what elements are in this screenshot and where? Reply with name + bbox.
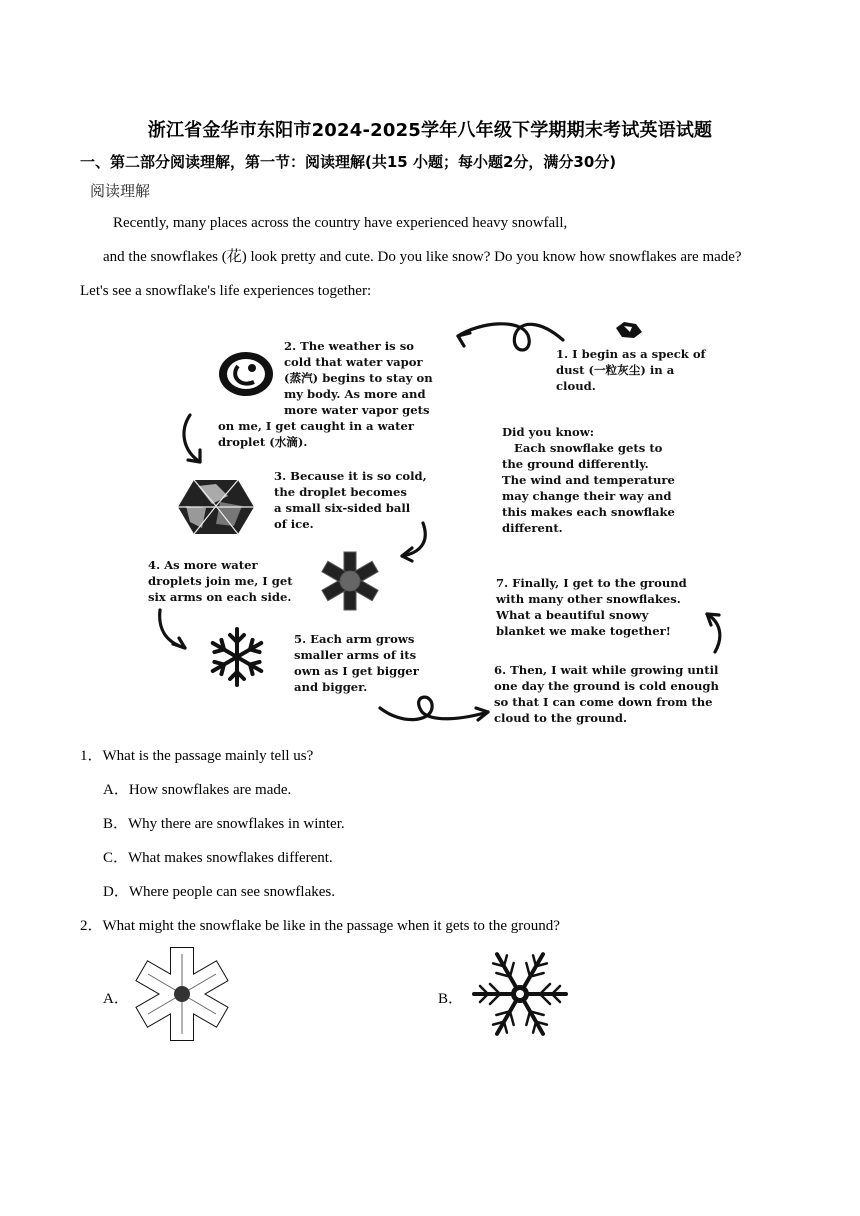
- ice-ball-icon: [176, 476, 256, 538]
- step-5-text: 5. Each arm grows smaller arms of its own as I get bigger and bigger.: [294, 632, 419, 694]
- question-2-number: 2．: [80, 918, 103, 934]
- dust-speck-icon: [612, 318, 646, 342]
- reading-subheading: 阅读理解: [90, 184, 151, 200]
- question-2: [80, 914, 560, 935]
- passage-line-1: Recently, many places across the country have experienced heavy snowfall,: [113, 215, 568, 231]
- q1-option-d[interactable]: D．Where people can see snowflakes.: [103, 884, 335, 900]
- six-armed-snowflake-icon: [318, 550, 382, 612]
- question-1-text: What is the passage mainly tell us?: [102, 748, 314, 764]
- branched-snowflake-icon: [204, 626, 270, 688]
- step-2-text: 2. The weather is so cold that water vapor (蒸汽) begins to stay on my body. As more and more water vapor gets: [284, 339, 433, 417]
- arrow-loop-bottom: [380, 697, 488, 720]
- q1-option-b[interactable]: B．Why there are snowflakes in winter.: [103, 816, 345, 832]
- step-6-text: 6. Then, I wait while growing until one day the ground is cold enough so that I can come down from the cloud to the ground.: [494, 663, 719, 725]
- arrow-loop-top: [458, 324, 563, 350]
- question-1: [80, 744, 313, 765]
- q2-option-a-label[interactable]: A．: [103, 991, 129, 1007]
- did-you-know-box: Did you know: Each snowflake gets to the ground differently. The wind and temperature may change their way and this makes each snowflake different.: [502, 425, 675, 535]
- q1-option-a[interactable]: A．How snowflakes are made.: [103, 782, 292, 798]
- snowflake-infographic: [140, 310, 740, 735]
- dendrite-snowflake-icon[interactable]: [470, 944, 570, 1044]
- document-title: 浙江省金华市东阳市2024-2025学年八年级下学期期末考试英语试题: [147, 120, 713, 141]
- step-2-text-continued: on me, I get caught in a water droplet (水滴).: [218, 419, 414, 449]
- did-you-know-title: Did you know:: [502, 425, 594, 439]
- section-heading: 一、第二部分阅读理解，第一节：阅读理解(共15 小题；每小题2分，满分30分): [80, 153, 617, 171]
- q2-option-b-label[interactable]: B．: [438, 991, 464, 1007]
- question-1-number: 1．: [80, 748, 103, 764]
- question-2-text: What might the snowflake be like in the passage when it gets to the ground?: [102, 918, 560, 934]
- step-1-text: 1. I begin as a speck of dust (一粒灰尘) in a cloud.: [556, 347, 706, 393]
- arrow-down-left: [184, 415, 200, 462]
- q1-option-c[interactable]: C．What makes snowflakes different.: [103, 850, 333, 866]
- step-3-text: 3. Because it is so cold, the droplet becomes a small six-sided ball of ice.: [274, 469, 427, 531]
- passage-line-3: Let's see a snowflake's life experiences together:: [80, 283, 372, 299]
- passage-line-2: and the snowflakes (花) look pretty and cute. Do you like snow? Do you know how snowflakes are made?: [103, 249, 742, 265]
- step-4-text: 4. As more water droplets join me, I get six arms on each side.: [148, 558, 293, 604]
- water-droplet-icon: [216, 348, 278, 400]
- step-7-text: 7. Finally, I get to the ground with many other snowflakes. What a beautiful snowy blanket we make together!: [496, 576, 687, 638]
- block-snowflake-icon[interactable]: [136, 944, 228, 1044]
